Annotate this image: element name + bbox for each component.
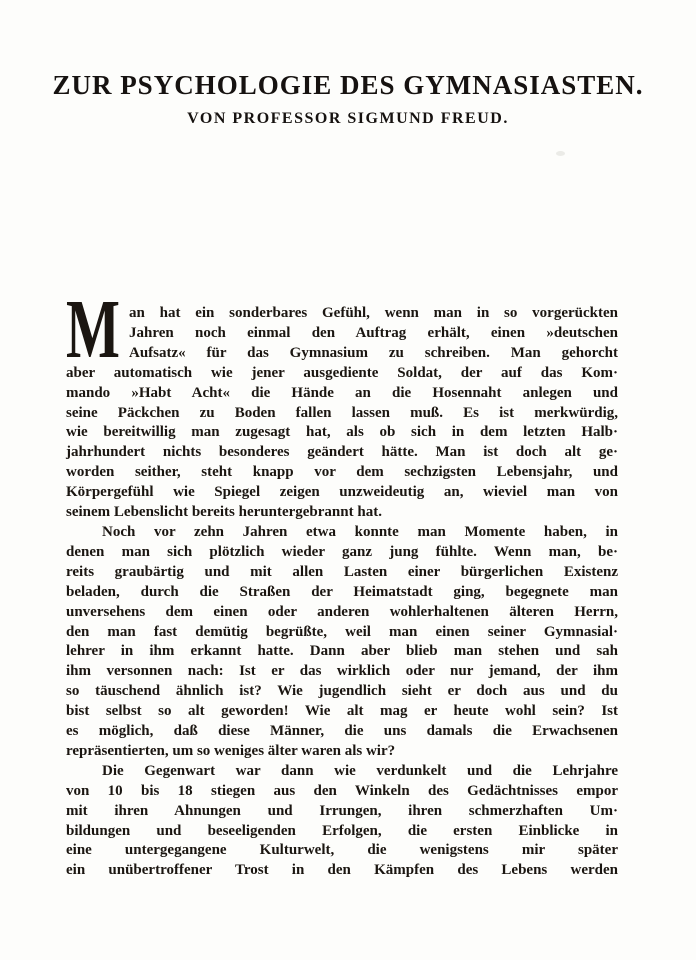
text-line: mit ihren Ahnungen und Irrungen, ihren schmerzhaften Um· [66, 802, 618, 819]
text-line: worden seither, steht knapp vor dem sechzigsten Lebensjahr, und [66, 464, 618, 481]
drop-cap-initial: M [66, 283, 120, 376]
text-line: Körpergefühl wie Spiegel zeigen unzweideutig an, wieviel man von [66, 484, 618, 501]
page-byline: VON PROFESSOR SIGMUND FREUD. [187, 110, 509, 127]
paragraph-1 [66, 283, 618, 523]
text-line: denen man sich plötzlich wieder ganz jung fühlte. Wenn man, be· [66, 543, 618, 560]
page-title: ZUR PSYCHOLOGIE DES GYMNASIASTEN. [52, 70, 644, 100]
body-text [66, 283, 618, 881]
text-line: Aufsatz« für das Gymnasium zu schreiben. Man gehorcht [129, 344, 618, 361]
text-line: so täuschend ähnlich ist? Wie jugendlich sieht er doch aus und du [66, 683, 618, 700]
text-line: beladen, durch die Straßen der Heimatstadt ging, begegnete man [66, 583, 618, 600]
text-line: bist selbst so alt geworden! Wie alt mag er heute wohl sein? Ist [66, 703, 618, 720]
text-line: bildungen und beseeligenden Erfolgen, die ersten Einblicke in [66, 822, 618, 839]
text-line: seine Päckchen zu Boden fallen lassen muß. Es ist merkwürdig, [66, 404, 618, 421]
text-line: seinem Lebenslicht bereits heruntergebrannt hat. [66, 504, 382, 521]
text-line: lehrer in ihm erkannt hatte. Dann aber blieb man stehen und sah [66, 643, 618, 660]
paragraph-3 [66, 762, 618, 881]
text-line: mando »Habt Acht« die Hände an die Hosennaht anlegen und [66, 384, 618, 401]
text-line: repräsentierten, um so weniges älter waren als wir? [66, 742, 396, 759]
text-line: Die Gegenwart war dann wie verdunkelt und die Lehrjahre [102, 762, 618, 779]
text-line: ihm versonnen nach: Ist er das wirklich oder nur jemand, der ihm [66, 663, 618, 680]
text-line: eine untergegangene Kulturwelt, die wenigstens mir später [66, 842, 618, 859]
text-line: an hat ein sonderbares Gefühl, wenn man in so vorgerückten [129, 305, 618, 321]
scan-artifact [556, 151, 565, 156]
text-line: reits graubärtig und mit allen Lasten einer bürgerlichen Existenz [66, 563, 618, 580]
text-line: von 10 bis 18 stiegen aus den Winkeln des Gedächtnisses empor [66, 782, 618, 799]
text-line: den man fast demütig begrüßte, weil man einen seiner Gymnasial· [66, 623, 618, 640]
text-line: Noch vor zehn Jahren etwa konnte man Momente haben, in [102, 523, 618, 540]
text-line: unversehens dem einen oder anderen wohlerhaltenen älteren Herrn, [66, 603, 618, 620]
text-line: jahrhundert nichts besonderes geändert hätte. Man ist doch alt ge· [66, 444, 618, 461]
text-line: aber automatisch wie jener ausgediente Soldat, der auf das Kom· [66, 364, 618, 381]
text-line: es möglich, daß diese Männer, die uns damals die Erwachsenen [66, 723, 618, 740]
text-line: wie bereitwillig man zugesagt hat, als ob sich in dem letzten Halb· [66, 424, 618, 441]
text-line: ein unübertroffener Trost in den Kämpfen des Lebens werden [66, 862, 618, 879]
paragraph-2 [66, 523, 618, 762]
text-line: Jahren noch einmal den Auftrag erhält, einen »deutschen [129, 324, 618, 341]
